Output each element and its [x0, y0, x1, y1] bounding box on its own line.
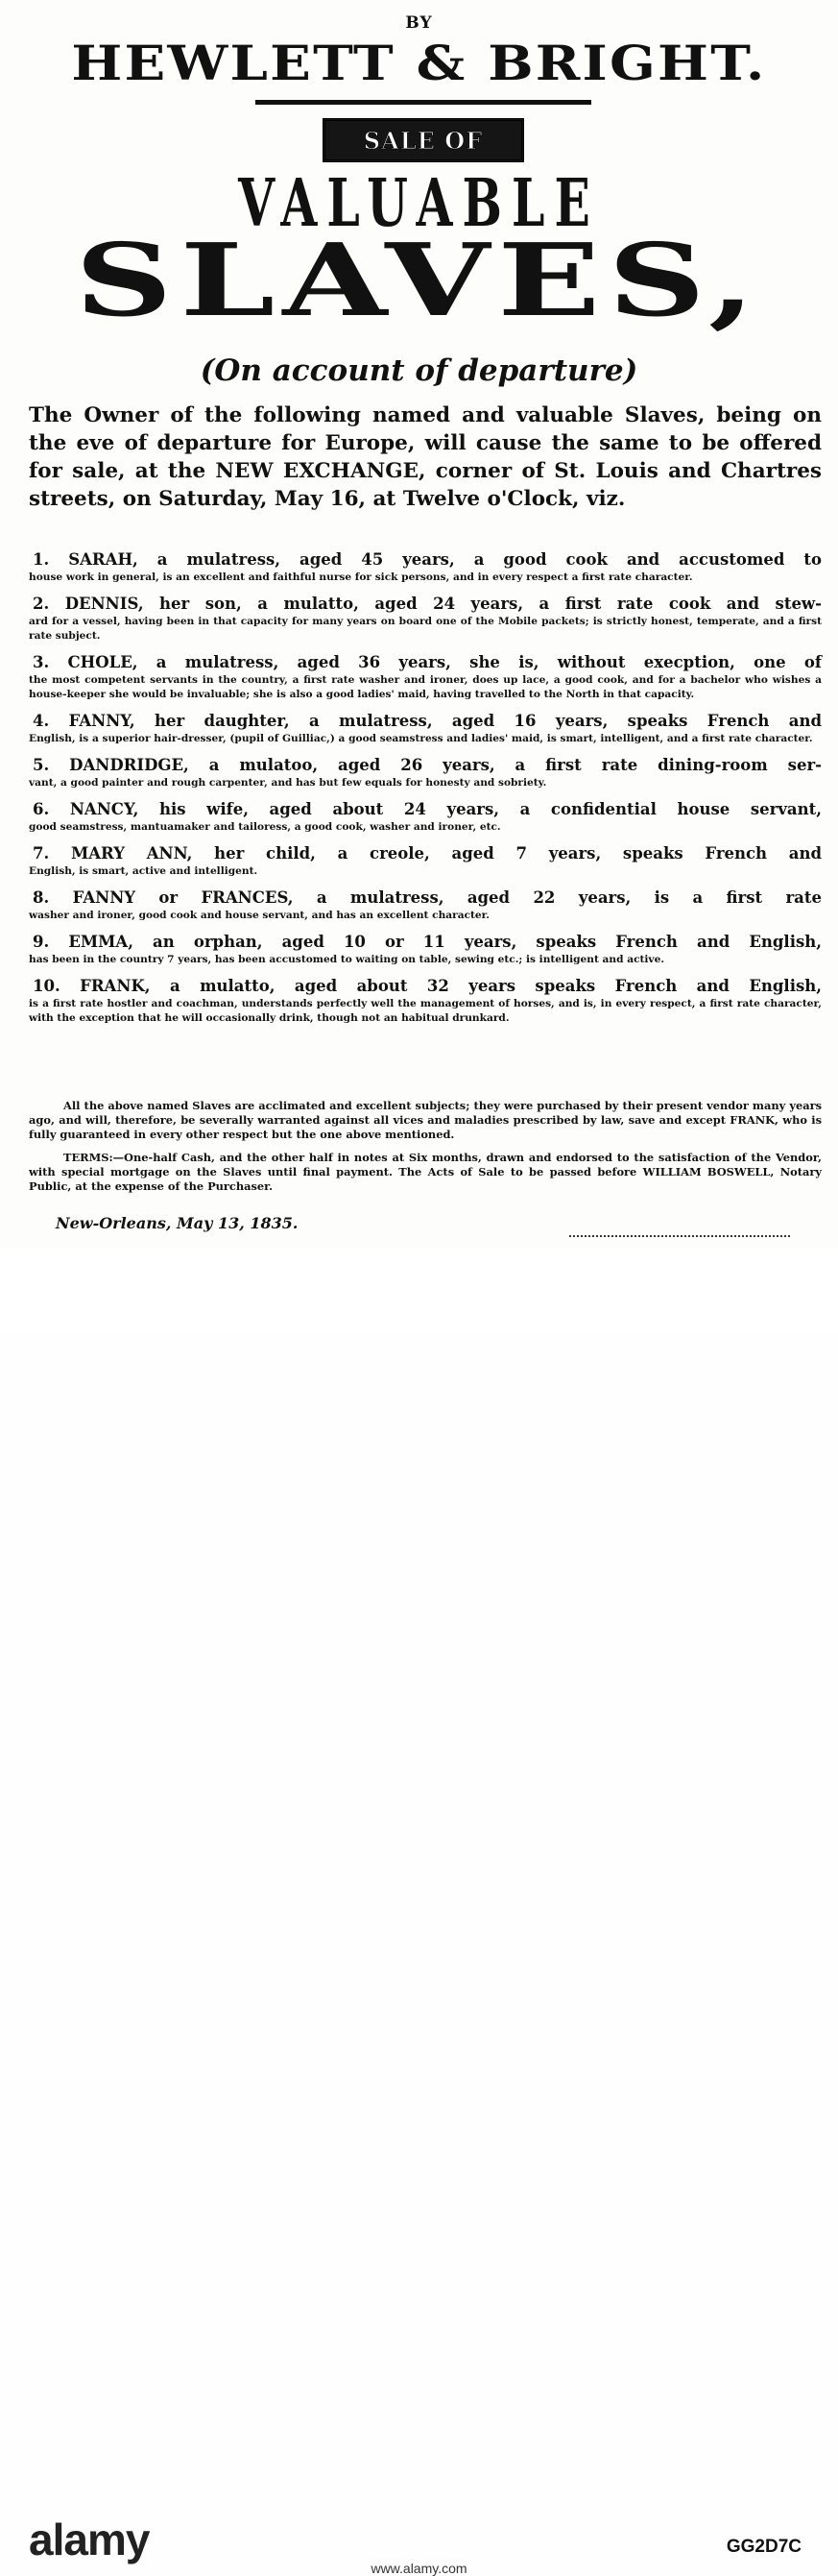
dateline: New-Orleans, May 13, 1835.	[56, 1214, 299, 1232]
valuable-heading: VALUABLE	[238, 165, 600, 242]
item-heading: 8. FANNY or FRANCES, a mulatress, aged 22 years, is a first rate	[33, 888, 822, 907]
item-heading: 3. CHOLE, a mulatress, aged 36 years, she is, without execption, one of	[33, 653, 822, 671]
subtitle: (On account of departure)	[200, 353, 638, 388]
item-description: house work in general, is an excellent and faithful nurse for sick persons, and in every respect a first rate character.	[29, 571, 693, 583]
list-item	[29, 799, 822, 835]
item-list	[29, 549, 822, 1034]
list-item	[29, 549, 822, 585]
list-item	[29, 652, 822, 702]
item-heading: 5. DANDRIDGE, a mulatoo, aged 26 years, a first rate dining-room ser-	[33, 756, 822, 774]
item-heading: 10. FRANK, a mulatto, aged about 32 years speaks French and English,	[33, 977, 822, 995]
item-heading: 6. NANCY, his wife, aged about 24 years, a confidential house servant,	[33, 800, 822, 818]
item-heading: 7. MARY ANN, her child, a creole, aged 7 years, speaks French and	[33, 844, 822, 863]
list-item	[29, 594, 822, 644]
list-item	[29, 711, 822, 746]
item-description: English, is smart, active and intelligent.	[29, 865, 258, 877]
intro-paragraph: The Owner of the following named and valuable Slaves, being on the eve of departure for Europe, will cause the same to be offered for sale, at the NEW EXCHANGE, corner of St. Louis and Chartres streets, on Saturday, May 16, at Twelve o'Clock, viz.	[29, 403, 822, 511]
item-heading: 4. FANNY, her daughter, a mulatress, aged 16 years, speaks French and	[33, 712, 822, 730]
item-heading: 1. SARAH, a mulatress, aged 45 years, a good cook and accustomed to	[33, 550, 822, 569]
list-item	[29, 932, 822, 967]
divider-rule	[255, 100, 591, 105]
item-description: is a first rate hostler and coachman, understands perfectly well the management of horses, and is, in every respect, a first rate character, with the exception that he will occasionally drink, though not an habitual drunkard.	[29, 998, 822, 1024]
item-description: good seamstress, mantuamaker and tailoress, a good cook, washer and ironer, etc.	[29, 821, 501, 833]
item-description: washer and ironer, good cook and house servant, and has an excellent character.	[29, 910, 490, 921]
stock-footer	[0, 1249, 838, 2576]
item-description: the most competent servants in the country, a first rate washer and ironer, does up lace, a good cook, and for a bachelor who wishes a house-keeper she would be invaluable; she is also a good ladies' maid, having travelled to the North in that capacity.	[29, 674, 822, 700]
broadside-poster	[0, 0, 838, 1249]
list-item	[29, 843, 822, 879]
list-item	[29, 976, 822, 1026]
site-url: www.alamy.com	[371, 2561, 467, 2576]
list-item	[29, 887, 822, 923]
signature-line	[569, 1235, 790, 1240]
item-description: has been in the country 7 years, has been accustomed to waiting on table, sewing etc.; is intelligent and active.	[29, 954, 665, 965]
terms-paragraph: TERMS:—One-half Cash, and the other half in notes at Six months, drawn and endorsed to the satisfaction of the Vendor, with special mortgage on the Slaves until final payment. The Acts of Sale to be passed before WILLIAM BOSWELL, Notary Public, at the expense of the Purchaser.	[29, 1151, 822, 1193]
sale-of-banner	[323, 118, 524, 162]
item-heading: 9. EMMA, an orphan, aged 10 or 11 years, speaks French and English,	[33, 933, 822, 951]
item-description: English, is a superior hair-dresser, (pupil of Guilliac,) a good seamstress and ladies' maid, is smart, intelligent, and a first rate character.	[29, 733, 813, 744]
warranty-note: All the above named Slaves are acclimated and excellent subjects; they were purchased by their present vendor many years ago, and will, therefore, be severally warranted against all vices and maladies prescribed by law, save and except FRANK, who is fully guaranteed in every other respect but the one above mentioned.	[29, 1099, 822, 1141]
sale-of-text: SALE OF	[363, 126, 484, 155]
auctioneer-name: HEWLETT & BRIGHT.	[71, 35, 767, 91]
image-id: GG2D7C	[726, 2537, 802, 2557]
list-item	[29, 755, 822, 790]
item-description: vant, a good painter and rough carpenter, and has but few equals for honesty and sobriety.	[29, 777, 547, 789]
item-heading: 2. DENNIS, her son, a mulatto, aged 24 years, a first rate cook and stew-	[33, 595, 822, 613]
item-description: ard for a vessel, having been in that capacity for many years on board one of the Mobile packets; is strictly honest, temperate, and a first rate subject.	[29, 616, 822, 642]
watermark-logo: alamy	[29, 2515, 150, 2564]
by-line: BY	[405, 13, 433, 33]
main-heading: SLAVES,	[75, 221, 763, 339]
